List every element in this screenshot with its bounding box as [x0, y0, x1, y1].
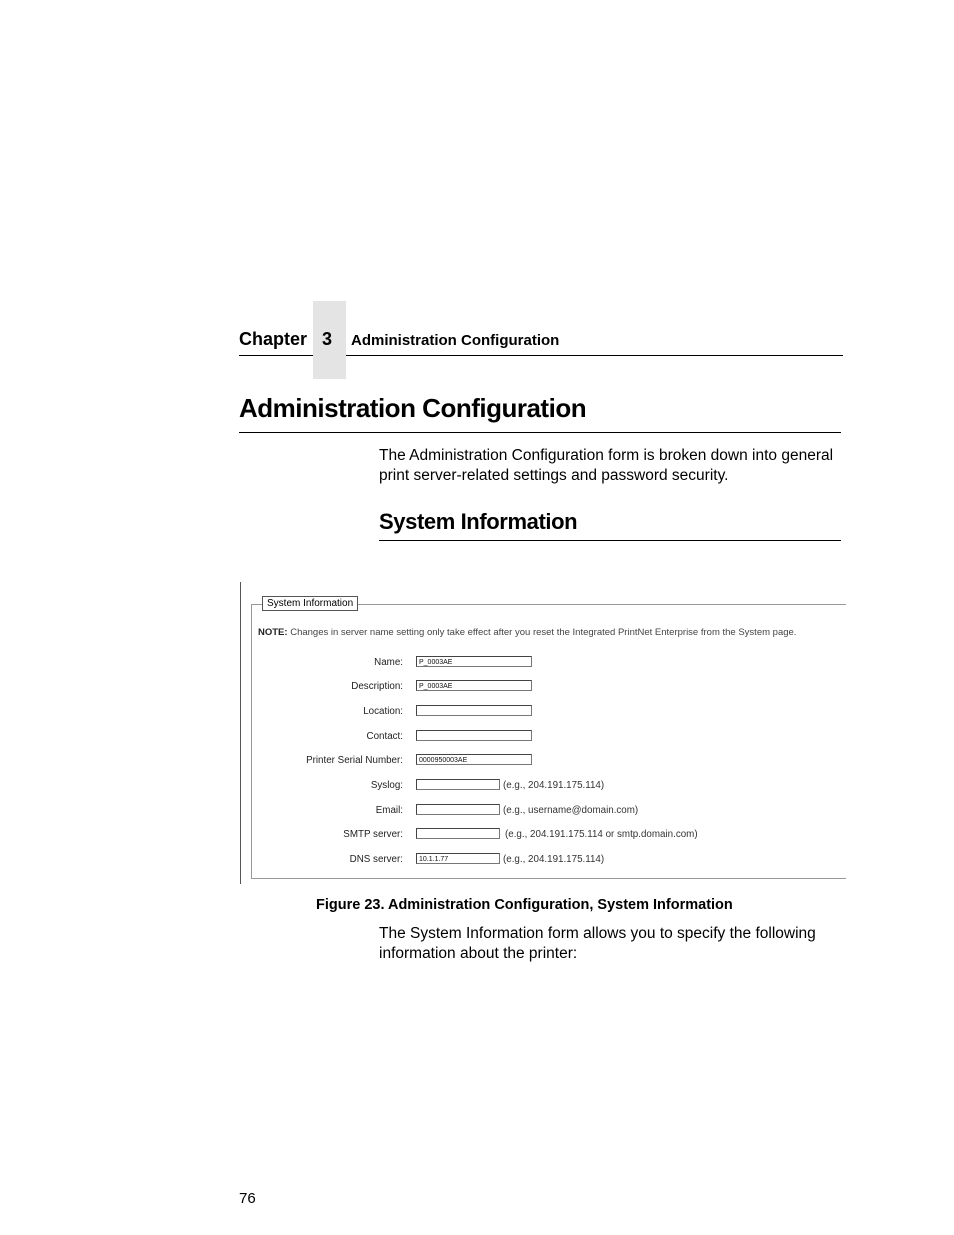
system-information-screenshot [240, 582, 846, 886]
name-label: Name: [374, 657, 403, 668]
body-paragraph: The System Information form allows you to specify the following information about the printer: [379, 925, 816, 962]
form-row-email [240, 804, 846, 818]
note-label: NOTE: [258, 627, 288, 638]
location-input[interactable] [416, 705, 532, 716]
email-input[interactable] [416, 804, 500, 815]
form-row-smtp-server [240, 828, 846, 842]
email-hint: (e.g., username@domain.com) [503, 805, 639, 816]
fieldset-legend: System Information [262, 596, 358, 611]
subsection-title: System Information [379, 509, 578, 534]
figure-caption: Figure 23. Administration Configuration, System Information [316, 897, 733, 913]
location-label: Location: [363, 706, 403, 717]
form-row-name [240, 656, 846, 670]
syslog-hint: (e.g., 204.191.175.114) [503, 780, 605, 791]
section-intro: The Administration Configuration form is broken down into general print server-related settings and password security. [379, 447, 834, 484]
page-number: 76 [239, 1190, 256, 1207]
server-name-note [258, 627, 796, 638]
contact-label: Contact: [366, 731, 403, 742]
note-text: Changes in server name setting only take effect after you reset the Integrated PrintNet Enterprise from the System page. [290, 627, 797, 638]
email-label: Email: [375, 805, 403, 816]
syslog-input[interactable] [416, 779, 500, 790]
smtp-server-input[interactable] [416, 828, 500, 839]
dns-server-label: DNS server: [349, 854, 403, 865]
syslog-label: Syslog: [370, 780, 403, 791]
smtp-server-hint: (e.g., 204.191.175.114 or smtp.domain.com) [505, 829, 698, 840]
header-rule [346, 355, 843, 356]
description-label: Description: [351, 681, 403, 692]
form-row-serial-number [240, 754, 846, 768]
chapter-label: Chapter [239, 329, 308, 349]
contact-input[interactable] [416, 730, 532, 741]
form-row-description [240, 680, 846, 694]
form-row-location [240, 705, 846, 719]
dns-server-hint: (e.g., 204.191.175.114) [503, 854, 605, 865]
header-rule-left [239, 355, 313, 356]
smtp-server-label: SMTP server: [343, 829, 403, 840]
description-input[interactable]: P_0003AE [416, 680, 532, 691]
chapter-title: Administration Configuration [351, 332, 560, 349]
name-input[interactable]: P_0003AE [416, 656, 532, 667]
dns-server-input[interactable]: 10.1.1.77 [416, 853, 500, 864]
serial-number-input[interactable]: 0000950003AE [416, 754, 532, 765]
form-row-dns-server [240, 853, 846, 867]
form-row-syslog [240, 779, 846, 793]
section-title: Administration Configuration [239, 393, 587, 423]
serial-number-label: Printer Serial Number: [306, 755, 403, 766]
subsection-rule [379, 540, 841, 541]
form-row-contact [240, 730, 846, 744]
section-rule [239, 432, 841, 433]
chapter-number: 3 [322, 329, 333, 349]
